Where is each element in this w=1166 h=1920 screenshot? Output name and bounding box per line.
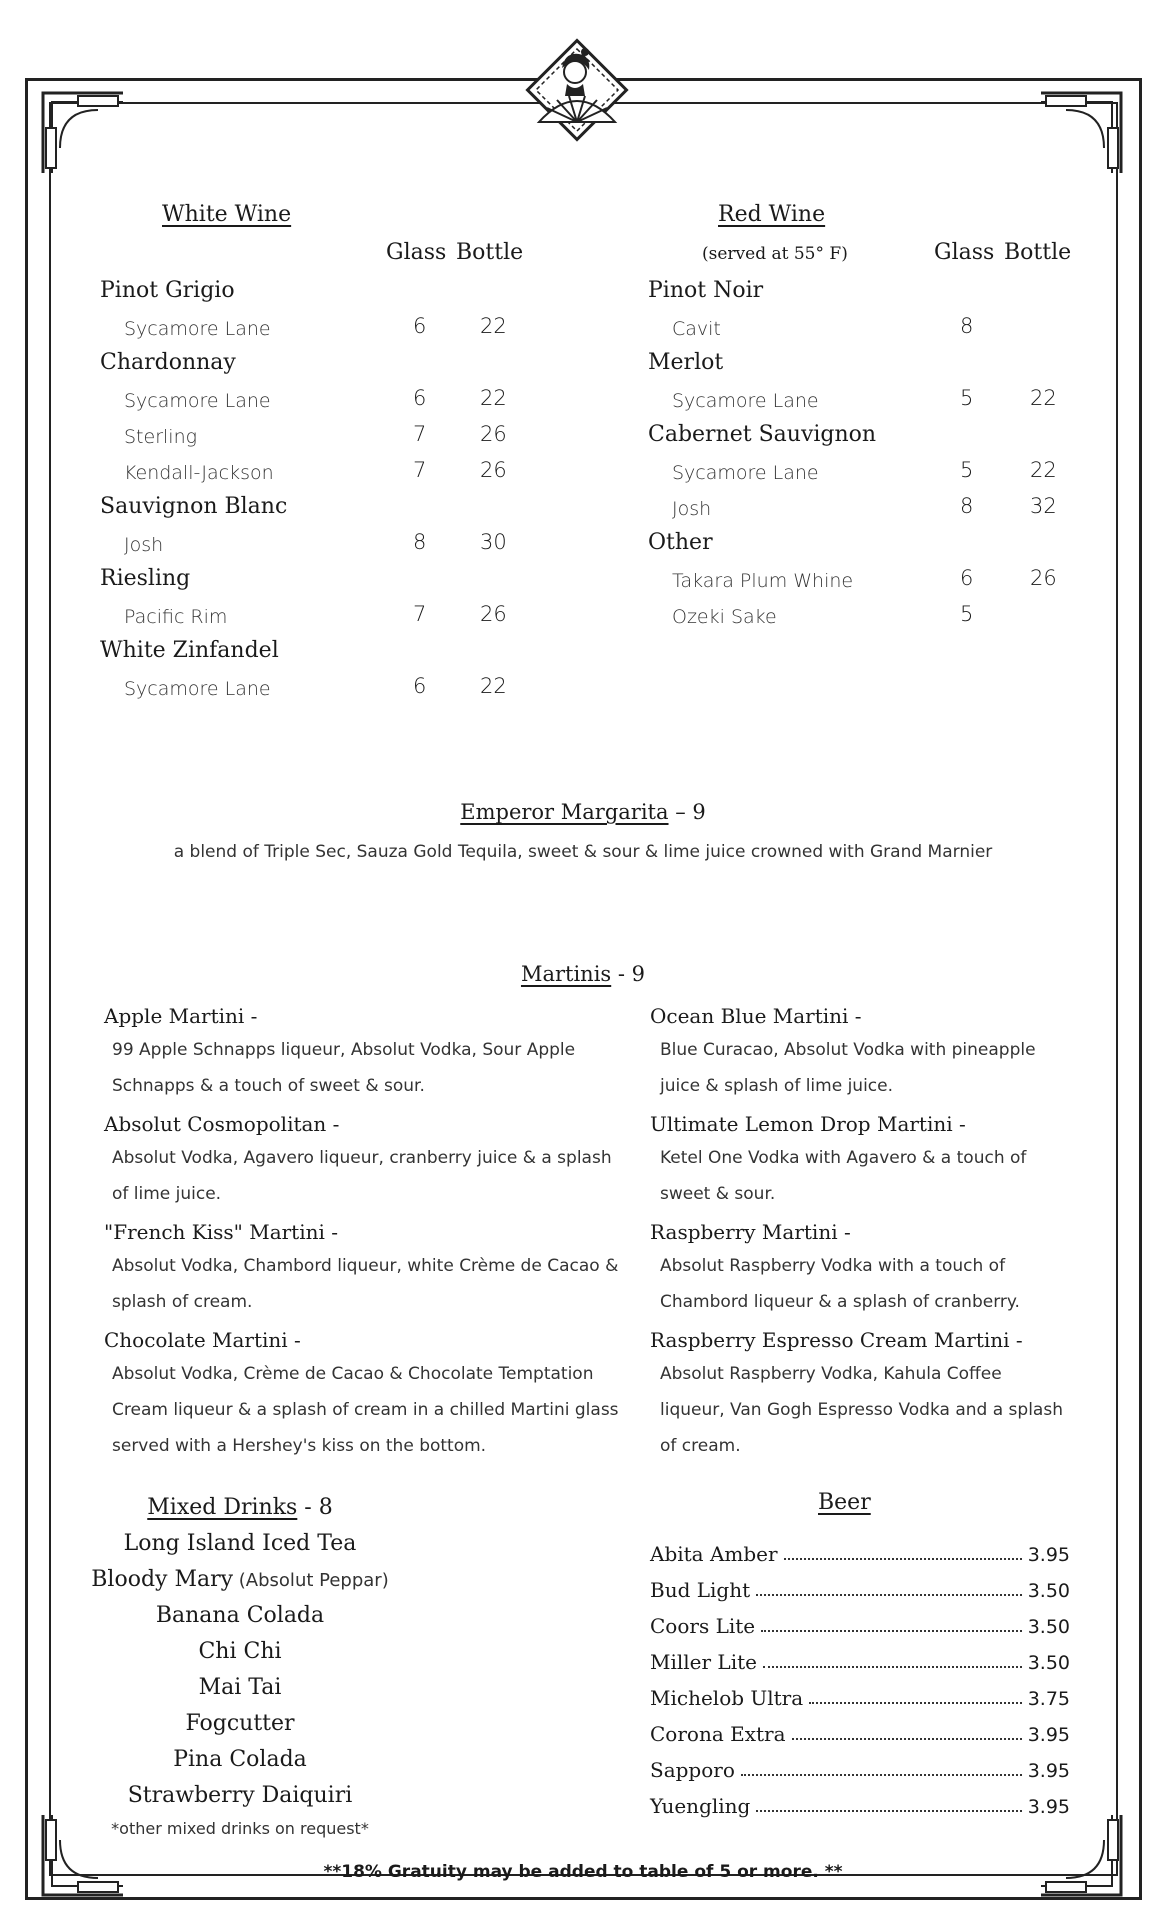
wine-type-label: Pinot Grigio xyxy=(100,278,235,303)
mixed-drink-note: (Absolut Peppar) xyxy=(233,1570,389,1591)
bottle-price: 32 xyxy=(1030,494,1057,518)
martinis-price: - 9 xyxy=(611,962,646,986)
glass-price: 6 xyxy=(413,674,427,698)
martini-description: Blue Curacao, Absolut Vodka with pineapple juice & splash of lime juice. xyxy=(660,1040,1036,1096)
bottle-price: 22 xyxy=(1030,386,1057,410)
glass-price: 6 xyxy=(960,566,974,590)
beer-row xyxy=(650,1782,1070,1818)
beer-name: Yuengling xyxy=(650,1794,751,1818)
wine-producer-label: Sycamore Lane xyxy=(672,390,819,412)
beer-price: 3.95 xyxy=(1027,1544,1070,1566)
beer-name: Coors Lite xyxy=(650,1614,756,1638)
beer-price: 3.95 xyxy=(1027,1724,1070,1746)
wine-producer-label: Sycamore Lane xyxy=(124,318,271,340)
mixed-drink-name: Chi Chi xyxy=(198,1639,282,1664)
martini-description: Absolut Vodka, Agavero liqueur, cranberry juice & a splash of lime juice. xyxy=(112,1148,612,1204)
glass-price: 5 xyxy=(960,458,974,482)
beer-row xyxy=(650,1602,1070,1638)
bottle-price: 30 xyxy=(480,530,507,554)
martini-name: Raspberry Espresso Cream Martini - xyxy=(650,1328,1023,1352)
dot-leader xyxy=(756,1594,1022,1596)
beer-row xyxy=(650,1746,1070,1782)
glass-price: 6 xyxy=(413,314,427,338)
mixed-drink-name: Strawberry Daiquiri xyxy=(127,1783,353,1808)
wine-type-label: Pinot Noir xyxy=(648,278,764,303)
wine-type-label: Merlot xyxy=(648,350,724,375)
wine-producer-label: Josh xyxy=(672,498,712,520)
wine-producer-label: Pacific Rim xyxy=(124,606,228,628)
beer-name: Michelob Ultra xyxy=(650,1686,804,1710)
glass-price: 5 xyxy=(960,602,974,626)
mixed-drinks-heading xyxy=(70,1490,410,1526)
bottle-price: 26 xyxy=(480,602,507,626)
wine-producer-label: Sycamore Lane xyxy=(672,462,819,484)
margarita-title: Emperor Margarita xyxy=(460,800,669,824)
beer-row xyxy=(650,1674,1070,1710)
mixed-drink-name: Fogcutter xyxy=(185,1711,295,1736)
martini-name: Apple Martini - xyxy=(104,1004,258,1028)
wine-type-label: Chardonnay xyxy=(100,350,236,375)
mixed-drinks-list xyxy=(70,1526,410,1814)
mixed-drink-item xyxy=(70,1598,410,1634)
dot-leader xyxy=(763,1666,1022,1668)
martini-name: Raspberry Martini - xyxy=(650,1220,851,1244)
bottle-price: 22 xyxy=(1030,458,1057,482)
mixed-drink-name: Mai Tai xyxy=(198,1675,282,1700)
wine-producer-label: Sterling xyxy=(124,426,198,448)
wine-producer-label: Josh xyxy=(124,534,164,556)
martini-name: Ocean Blue Martini - xyxy=(650,1004,862,1028)
red-bottle-header: Bottle xyxy=(1004,240,1072,265)
beer-price: 3.50 xyxy=(1027,1652,1070,1674)
wine-producer-label: Takara Plum Whine xyxy=(672,570,854,592)
beer-name: Bud Light xyxy=(650,1578,751,1602)
martini-description: Absolut Vodka, Chambord liqueur, white Crème de Cacao & splash of cream. xyxy=(112,1256,619,1312)
mixed-drink-name: Pina Colada xyxy=(173,1747,307,1772)
wine-type-label: Riesling xyxy=(100,566,191,591)
mixed-drinks-section xyxy=(70,1490,410,1844)
bottle-price: 26 xyxy=(1030,566,1057,590)
gratuity-note: **18% Gratuity may be added to table of 5 or more. ** xyxy=(323,1862,843,1882)
glass-price: 5 xyxy=(960,386,974,410)
beer-row xyxy=(650,1530,1070,1566)
martini-name: "French Kiss" Martini - xyxy=(104,1220,339,1244)
glass-price: 8 xyxy=(960,314,974,338)
margarita-heading xyxy=(0,800,1166,824)
mixed-drink-item xyxy=(70,1778,410,1814)
beer-price: 3.50 xyxy=(1027,1616,1070,1638)
beer-price: 3.95 xyxy=(1027,1796,1070,1818)
martini-name: Chocolate Martini - xyxy=(104,1328,301,1352)
martini-name: Absolut Cosmopolitan - xyxy=(104,1112,340,1136)
white-bottle-header: Bottle xyxy=(456,240,524,265)
dot-leader xyxy=(809,1702,1022,1704)
wine-type-label: Sauvignon Blanc xyxy=(100,494,288,519)
glass-price: 8 xyxy=(413,530,427,554)
mixed-drink-item xyxy=(70,1526,410,1562)
red-wine-title: Red Wine xyxy=(718,202,826,227)
red-glass-header: Glass xyxy=(934,240,995,265)
wine-producer-label: Kendall-Jackson xyxy=(124,462,274,484)
dot-leader xyxy=(792,1738,1022,1740)
mixed-drink-item xyxy=(70,1634,410,1670)
bottle-price: 22 xyxy=(480,386,507,410)
beer-name: Sapporo xyxy=(650,1758,735,1782)
wine-producer-label: Ozeki Sake xyxy=(672,606,777,628)
beer-price: 3.95 xyxy=(1027,1760,1070,1782)
wine-producer-label: Sycamore Lane xyxy=(124,678,271,700)
beer-name: Corona Extra xyxy=(650,1722,786,1746)
mixed-drink-item xyxy=(70,1562,410,1598)
white-wine-title: White Wine xyxy=(162,202,292,227)
beer-price: 3.75 xyxy=(1027,1688,1070,1710)
glass-price: 8 xyxy=(960,494,974,518)
mixed-drink-name: Banana Colada xyxy=(155,1603,325,1628)
wine-type-label: Cabernet Sauvignon xyxy=(648,422,877,447)
beer-row xyxy=(650,1710,1070,1746)
bottle-price: 26 xyxy=(480,422,507,446)
wine-producer-label: Sycamore Lane xyxy=(124,390,271,412)
mixed-drink-item xyxy=(70,1670,410,1706)
beer-title: Beer xyxy=(818,1490,871,1515)
bottle-price: 26 xyxy=(480,458,507,482)
glass-price: 7 xyxy=(413,602,427,626)
bottle-price: 22 xyxy=(480,314,507,338)
martini-name: Ultimate Lemon Drop Martini - xyxy=(650,1112,966,1136)
mixed-drinks-price: - 8 xyxy=(297,1495,333,1520)
martinis-heading xyxy=(0,962,1166,986)
margarita-price: – 9 xyxy=(668,800,706,824)
red-wine-temperature-note: (served at 55° F) xyxy=(702,244,848,264)
wine-type-label: White Zinfandel xyxy=(100,638,279,663)
martini-description: Ketel One Vodka with Agavero & a touch of sweet & sour. xyxy=(660,1148,1027,1204)
martini-description: Absolut Vodka, Crème de Cacao & Chocolate Temptation Cream liqueur & a splash of cream in a chilled Martini glass served with a Hershey's kiss on the bottom. xyxy=(112,1364,619,1456)
glass-price: 7 xyxy=(413,422,427,446)
mixed-drink-item xyxy=(70,1706,410,1742)
wine-type-label: Other xyxy=(648,530,713,555)
martini-description: Absolut Raspberry Vodka with a touch of Chambord liqueur & a splash of cranberry. xyxy=(660,1256,1020,1312)
white-glass-header: Glass xyxy=(386,240,447,265)
beer-price: 3.50 xyxy=(1027,1580,1070,1602)
martini-description: Absolut Raspberry Vodka, Kahula Coffee liqueur, Van Gogh Espresso Vodka and a splash of cream. xyxy=(660,1364,1063,1456)
mixed-drinks-footnote: *other mixed drinks on request* xyxy=(111,1819,369,1838)
dot-leader xyxy=(741,1774,1022,1776)
wine-producer-label: Cavit xyxy=(672,318,721,340)
dot-leader xyxy=(784,1558,1022,1560)
beer-name: Abita Amber xyxy=(650,1542,778,1566)
mixed-drink-item xyxy=(70,1742,410,1778)
martinis-title: Martinis xyxy=(520,962,612,986)
bottle-price: 22 xyxy=(480,674,507,698)
mixed-drink-name: Long Island Iced Tea xyxy=(123,1531,357,1556)
dot-leader xyxy=(761,1630,1022,1632)
mixed-drinks-title: Mixed Drinks xyxy=(147,1495,298,1520)
dot-leader xyxy=(756,1810,1021,1812)
glass-price: 6 xyxy=(413,386,427,410)
beer-row xyxy=(650,1638,1070,1674)
mixed-drink-name: Bloody Mary xyxy=(91,1567,234,1592)
glass-price: 7 xyxy=(413,458,427,482)
margarita-description: a blend of Triple Sec, Sauza Gold Tequila, sweet & sour & lime juice crowned with Grand Marnier xyxy=(173,842,993,862)
beer-row xyxy=(650,1566,1070,1602)
martini-description: 99 Apple Schnapps liqueur, Absolut Vodka, Sour Apple Schnapps & a touch of sweet & sour. xyxy=(112,1040,576,1096)
beer-name: Miller Lite xyxy=(650,1650,757,1674)
